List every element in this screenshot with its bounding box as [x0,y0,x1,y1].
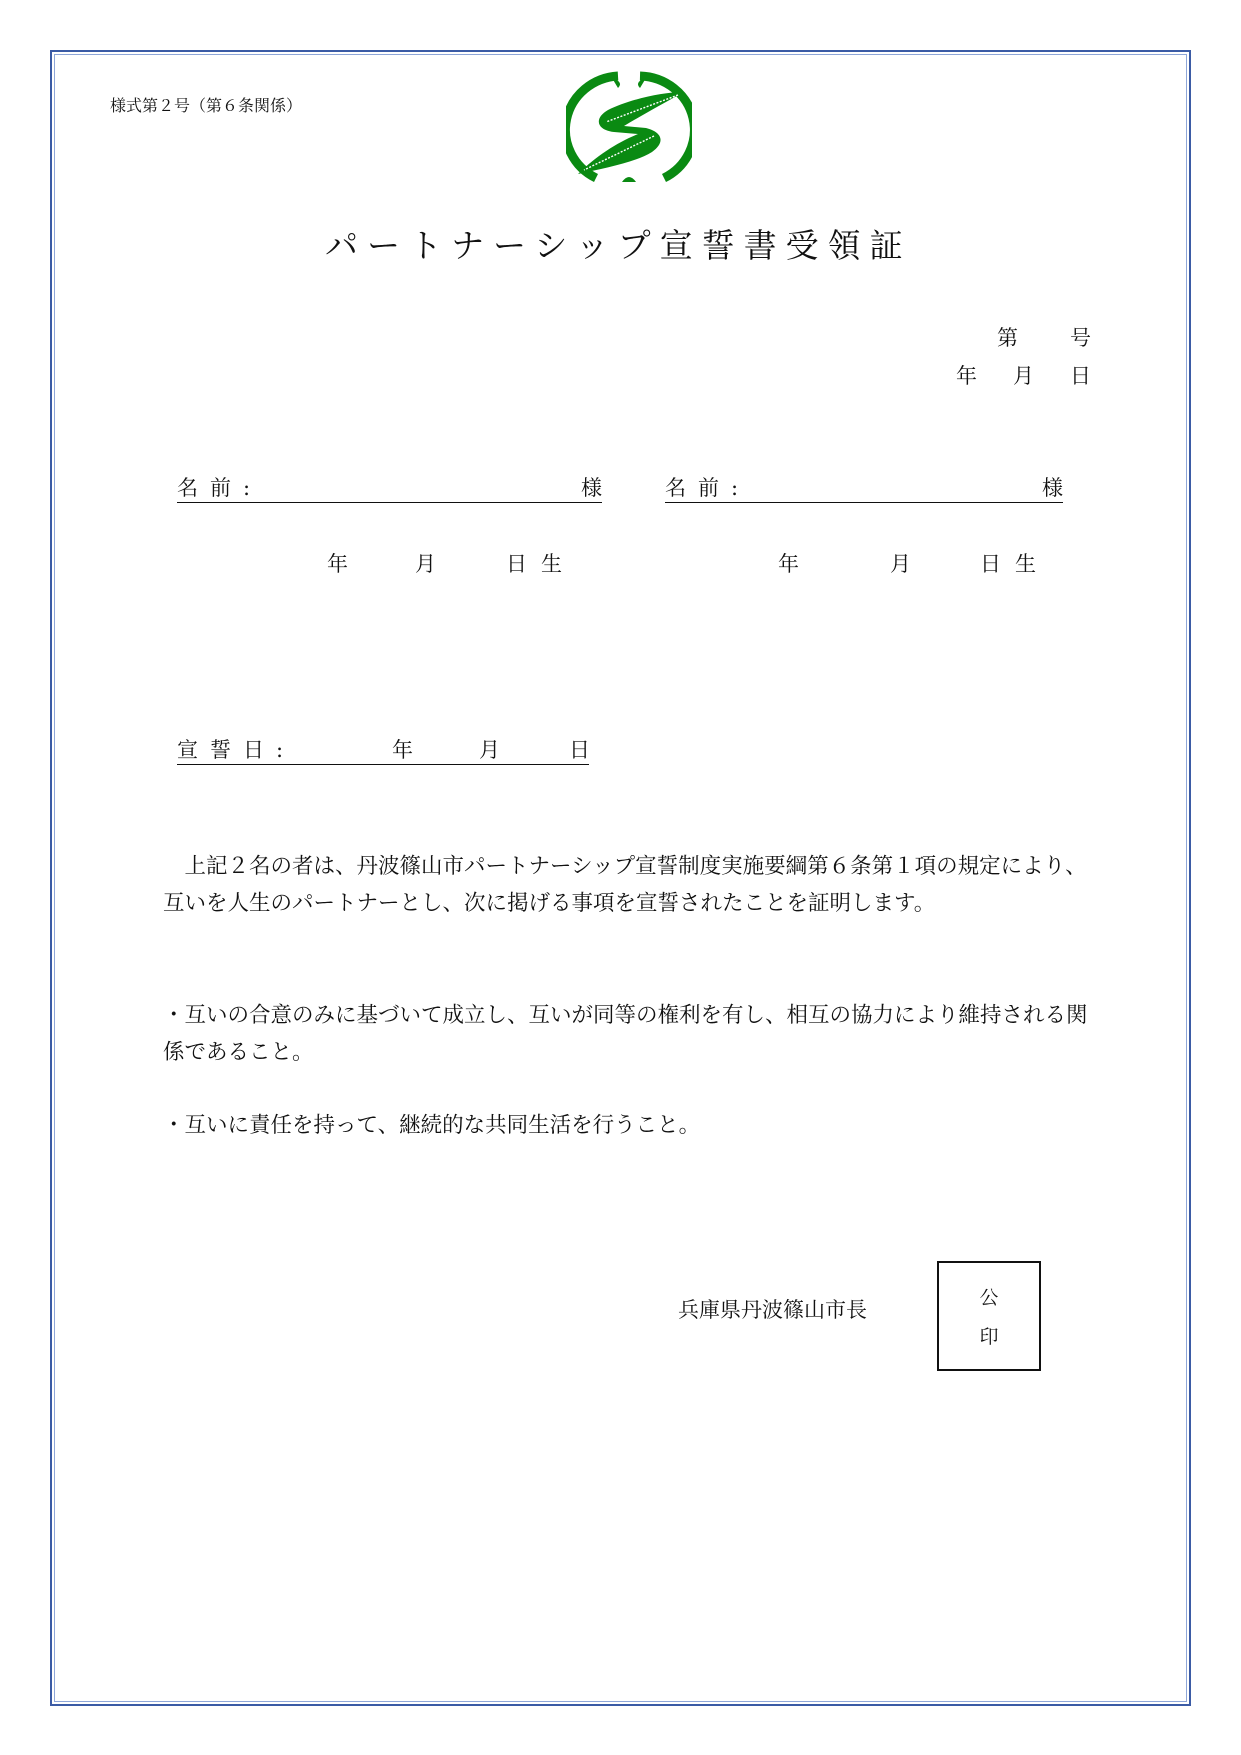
honorific: 様 [1042,476,1063,500]
name-field-1[interactable] [177,472,602,503]
declaration-year: 年 [392,738,413,762]
city-emblem-icon [566,70,692,188]
issue-date [956,360,1091,390]
birth-month-2: 月 [890,552,911,576]
issue-day: 日 [1070,364,1091,388]
declaration-date-label: 宣誓日: [177,738,296,762]
birthdate-row [0,548,1241,578]
page-title: パートナーシップ宣誓書受領証 [325,226,912,265]
form-number: 様式第２号（第６条関係） [110,96,303,115]
seal-text-2: 印 [979,1326,999,1348]
birth-year-1: 年 [327,552,348,576]
name-label: 名前: [177,476,263,500]
name-label: 名前: [665,476,751,500]
number-prefix: 第 [997,326,1018,350]
certification-paragraph: 上記２名の者は、丹波篠山市パートナーシップ宣誓制度実施要綱第６条第１項の規定により、互いを人生のパートナーとし、次に掲げる事項を宣誓されたことを証明します。 [163,854,1087,916]
issue-month: 月 [1013,364,1034,388]
honorific: 様 [581,476,602,500]
certificate-number [997,322,1091,352]
declaration-date-field[interactable] [177,734,589,765]
declaration-item-2: ・互いに責任を持って、継続的な共同生活を行うこと。 [163,1113,701,1138]
issue-year: 年 [956,364,977,388]
official-seal-box [937,1261,1041,1371]
birth-year-2: 年 [778,552,799,576]
birth-day-2: 日 [980,552,1001,576]
birth-month-1: 月 [415,552,436,576]
name-field-2[interactable] [665,472,1063,503]
declaration-month: 月 [479,738,500,762]
number-suffix: 号 [1070,326,1091,350]
birth-day-1: 日 [506,552,527,576]
declaration-item-1: ・互いの合意のみに基づいて成立し、互いが同等の権利を有し、相互の協力により維持される関係であること。 [163,1003,1088,1065]
issuer-name: 兵庫県丹波篠山市長 [678,1298,867,1322]
declaration-day: 日 [569,738,590,762]
birth-suffix-1: 生 [541,552,562,576]
birth-suffix-2: 生 [1015,552,1036,576]
seal-text-1: 公 [979,1287,999,1309]
